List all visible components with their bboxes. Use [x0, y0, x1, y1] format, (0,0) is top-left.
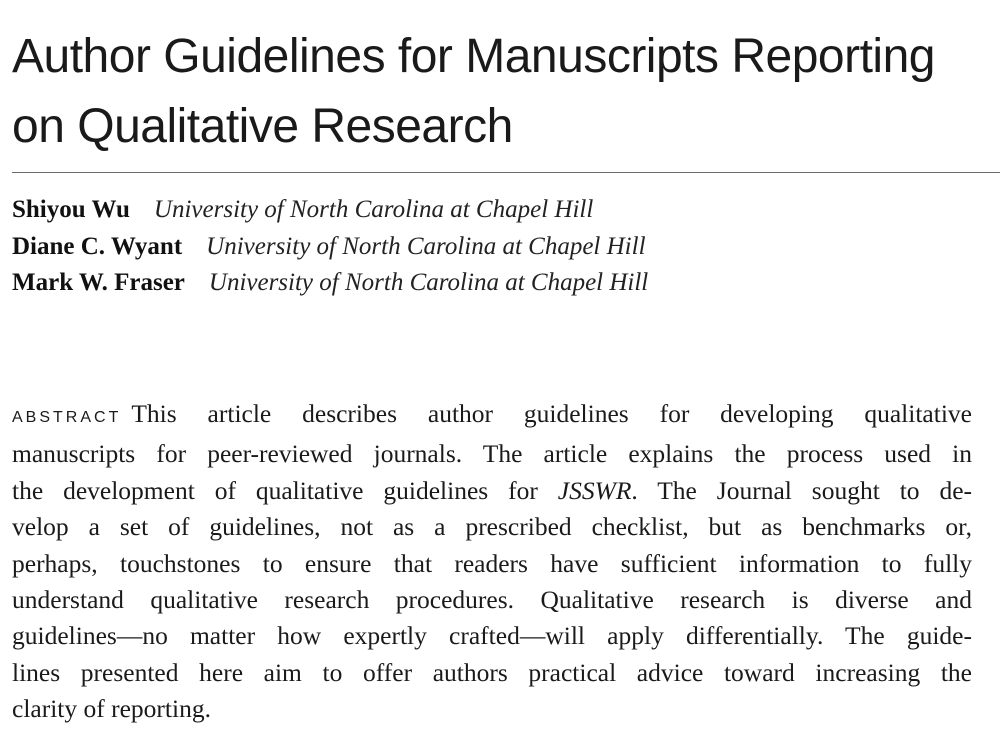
- abstract-line-7: guidelines—no matter how expertly crafted—will apply differentially. The guide-: [12, 621, 972, 651]
- abstract-line-1: [12, 396, 972, 436]
- author-affiliation: University of North Carolina at Chapel Hill: [206, 232, 646, 260]
- abstract-text: . The Journal sought to de-: [631, 475, 973, 505]
- author-name: Diane C. Wyant: [12, 232, 183, 260]
- author-row-wu: [12, 192, 992, 229]
- abstract-text: the development of qualitative guidelines for: [12, 475, 558, 505]
- abstract-line-8: lines presented here aim to offer authors practical advice toward increasing the: [12, 657, 972, 687]
- author-name: Mark W. Fraser: [12, 269, 185, 296]
- title-line-1: Author Guidelines for Manuscripts Reporting: [12, 30, 935, 83]
- abstract-line-5: perhaps, touchstones to ensure that readers have sufficient information to fully: [12, 548, 972, 578]
- author-row-wyant: [12, 229, 992, 266]
- author-affiliation: University of North Carolina at Chapel Hill: [153, 196, 594, 223]
- author-name: Shiyou Wu: [12, 196, 130, 223]
- article-title: [12, 22, 997, 162]
- abstract-line-6: understand qualitative research procedures. Qualitative research is diverse and: [12, 585, 972, 615]
- abstract-line-4: velop a set of guidelines, not as a prescribed checklist, but as benchmarks or,: [12, 512, 972, 542]
- abstract-line-2: manuscripts for peer-reviewed journals. The article explains the process used in: [12, 439, 972, 469]
- author-row-fraser: [12, 265, 992, 302]
- author-list: [12, 192, 992, 302]
- abstract-line-9: clarity of reporting.: [12, 694, 211, 724]
- abstract-text: This article describes author guidelines for developing qualitative: [131, 399, 972, 428]
- journal-name: JSSWR: [557, 475, 632, 505]
- title-line-2: on Qualitative Research: [12, 100, 513, 153]
- abstract-line-3: [12, 473, 972, 509]
- abstract: [12, 396, 972, 728]
- title-divider: [12, 172, 1000, 173]
- abstract-label: ABSTRACT: [12, 409, 122, 426]
- author-affiliation: University of North Carolina at Chapel Hill: [208, 269, 649, 296]
